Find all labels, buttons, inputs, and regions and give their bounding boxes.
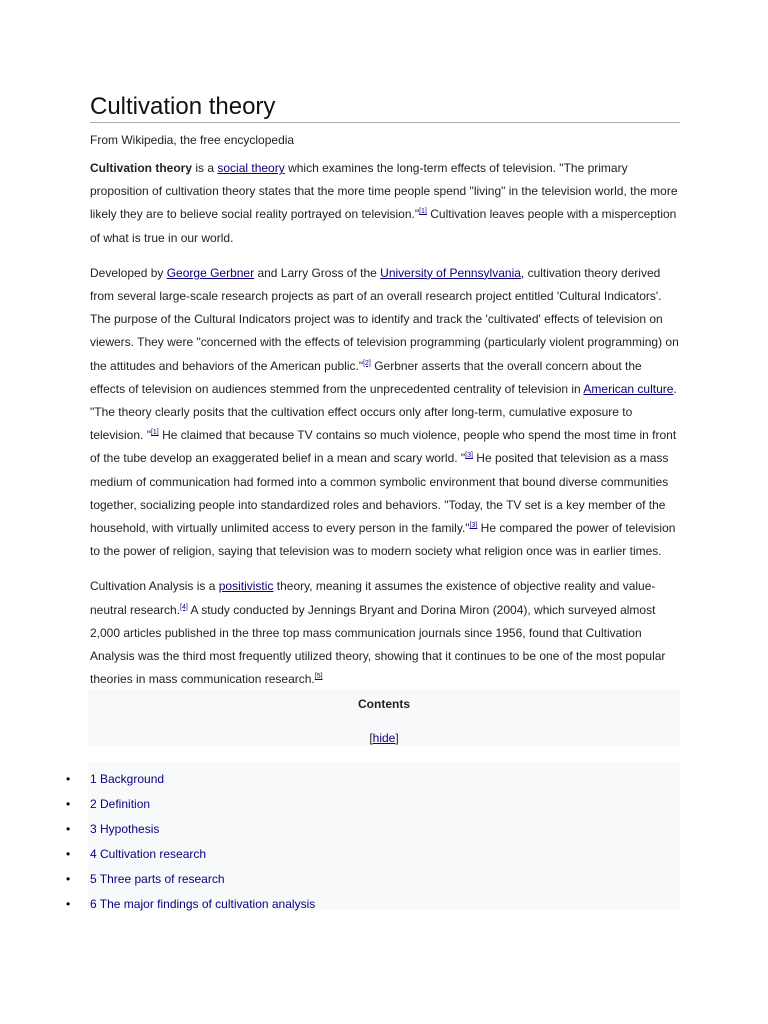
- article-body: [90, 92, 680, 691]
- bracket: ]: [395, 731, 399, 745]
- text-span: He posited that television as a mass medium of communication had formed into a common symbolic environment that bound diverse communities together, socializing people into standardized roles and behaviors. "Today, the TV set is a key member of the household, with virtually unlimited access to every person in the family.": [90, 451, 669, 536]
- text-span: Gerbner asserts that the overall concern about the effects of television on audiences stemmed from the unprecedented centrality of television in: [90, 358, 642, 396]
- list-bullet: •: [66, 847, 71, 861]
- link-social-theory[interactable]: social theory: [217, 161, 285, 175]
- text-span: Cultivation leaves people with a misperception of what is true in our world.: [90, 207, 677, 245]
- list-bullet: •: [66, 872, 71, 886]
- link-american-culture[interactable]: American culture: [583, 381, 674, 396]
- citation-link[interactable]: [5]: [314, 673, 323, 681]
- toc-item-definition[interactable]: 2 Definition: [90, 797, 151, 811]
- citation-link[interactable]: [2]: [363, 359, 371, 367]
- text-span: Developed by: [90, 265, 167, 280]
- bracket: [: [369, 731, 373, 745]
- page-title: Cultivation theory: [90, 92, 680, 123]
- toc-item-three-parts[interactable]: 5 Three parts of research: [90, 872, 225, 886]
- paragraph-intro: [90, 157, 680, 250]
- text-span: He claimed that because TV contains so much violence, people who spend the most time in front of the tube develop an exaggerated belief in a mean and scary world. ": [90, 428, 677, 466]
- text-span: is a: [192, 161, 218, 175]
- list-bullet: •: [66, 797, 71, 811]
- text-span: theory, meaning it assumes the existence of objective reality and value-neutral research.: [90, 579, 656, 617]
- citation-link[interactable]: [3]: [465, 452, 473, 460]
- text-span: He compared the power of television to the power of religion, saying that television was to modern society what religion once was in earlier times.: [90, 521, 676, 559]
- toc-list: [88, 762, 680, 910]
- text-span: . "The theory clearly posits that the cultivation effect occurs only after long-term, cumulative exposure to television. ": [90, 381, 677, 443]
- text-span: which examines the long-term effects of television. "The primary proposition of cultivation theory states that the more time people spend "living" in the television world, the more likely they are to believe social reality portrayed on television.": [90, 161, 678, 222]
- citation-link[interactable]: [4]: [180, 603, 188, 611]
- toc-header: [88, 689, 680, 745]
- toc-toggle: [88, 731, 680, 745]
- list-bullet: •: [66, 897, 71, 911]
- link-positivistic[interactable]: positivistic: [218, 579, 274, 594]
- text-span: A study conducted by Jennings Bryant and Dorina Miron (2004), which surveyed almost 2,000 articles published in the three top mass communication journals since 1956, found that Cultivation Analysis was the third most frequently utilized theory, showing that it continues to be one of the most popular theories in mass communication research.: [90, 602, 666, 687]
- bold-term: Cultivation theory: [90, 161, 193, 175]
- list-bullet: •: [66, 772, 71, 786]
- toc-item-cultivation-research[interactable]: 4 Cultivation research: [90, 847, 207, 861]
- link-university-of-pennsylvania[interactable]: University of Pennsylvania: [380, 265, 521, 280]
- paragraph-analysis: [90, 575, 680, 691]
- paragraph-history: [90, 262, 680, 564]
- text-span: , cultivation theory derived from several large-scale research projects as part of an overall research project entitled 'Cultural Indicators'. The purpose of the Cultural Indicators project was to identify and track the 'cultivated' effects of television on viewers. They were "concerned with the effects of television programming (particularly violent programming) on the attitudes and behaviors of the American public.": [90, 265, 679, 373]
- list-bullet: •: [66, 822, 71, 836]
- citation-link[interactable]: [1]: [150, 429, 159, 437]
- toc-item-hypothesis[interactable]: 3 Hypothesis: [90, 822, 160, 836]
- citation-link[interactable]: [1]: [419, 208, 427, 216]
- toc-item-major-findings[interactable]: 6 The major findings of cultivation analysis: [90, 897, 316, 911]
- toc-item-background[interactable]: 1 Background: [90, 772, 165, 786]
- text-span: Cultivation Analysis is a: [90, 579, 219, 594]
- text-span: and Larry Gross of the: [254, 265, 381, 280]
- citation-link[interactable]: [3]: [469, 522, 478, 530]
- site-tagline: From Wikipedia, the free encyclopedia: [90, 133, 295, 147]
- link-george-gerbner[interactable]: George Gerbner: [166, 265, 255, 280]
- toc-hide-link[interactable]: hide: [372, 731, 396, 745]
- toc-title: Contents: [358, 697, 410, 711]
